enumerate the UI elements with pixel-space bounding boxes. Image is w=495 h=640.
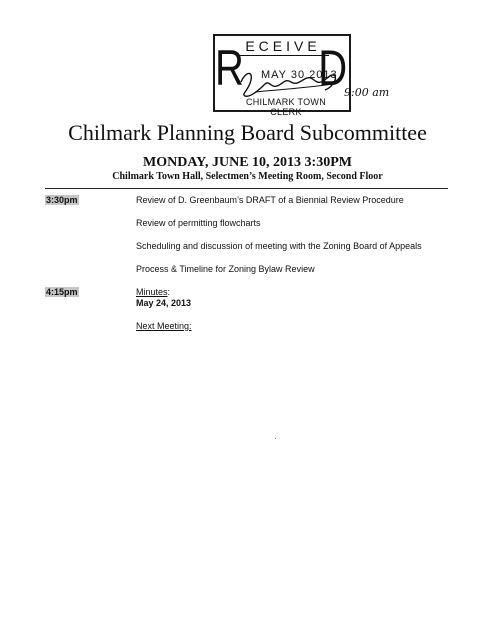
minutes-label: Minutes xyxy=(136,287,168,297)
minutes-date: May 24, 2013 xyxy=(136,298,192,308)
document-title: Chilmark Planning Board Subcommittee xyxy=(68,120,427,145)
signature-icon xyxy=(235,66,345,100)
stamp-received-word: ECEIVE xyxy=(237,38,329,56)
agenda-item-3: Scheduling and discussion of meeting with the Zoning Board of Appeals xyxy=(136,241,422,251)
minutes-line: Minutes: xyxy=(136,287,171,297)
agenda-item-4: Process & Timeline for Zoning Bylaw Review xyxy=(136,264,315,274)
meeting-date: MONDAY, JUNE 10, 2013 3:30PM xyxy=(143,155,352,170)
handwritten-time: 9:00 am xyxy=(344,86,390,99)
speck xyxy=(275,438,276,439)
agenda-item-1: Review of D. Greenbaum’s DRAFT of a Biennial Review Procedure xyxy=(136,195,404,205)
received-stamp xyxy=(213,34,351,117)
stamp-letter-r: R xyxy=(215,40,244,96)
next-meeting-label: Next Meeting: xyxy=(136,321,192,331)
agenda-item-2: Review of permitting flowcharts xyxy=(136,218,261,228)
stamp-clerk: CHILMARK TOWN CLERK xyxy=(245,97,327,117)
stamp-letter-d: D xyxy=(318,40,347,96)
stamp-date: MAY 30 2013 xyxy=(261,69,338,81)
agenda-time-2: 4:15pm xyxy=(46,287,78,297)
meeting-location: Chilmark Town Hall, Selectmen’s Meeting Room, Second Floor xyxy=(112,171,383,182)
agenda-time-1: 3:30pm xyxy=(46,195,78,205)
header-divider xyxy=(45,188,448,189)
